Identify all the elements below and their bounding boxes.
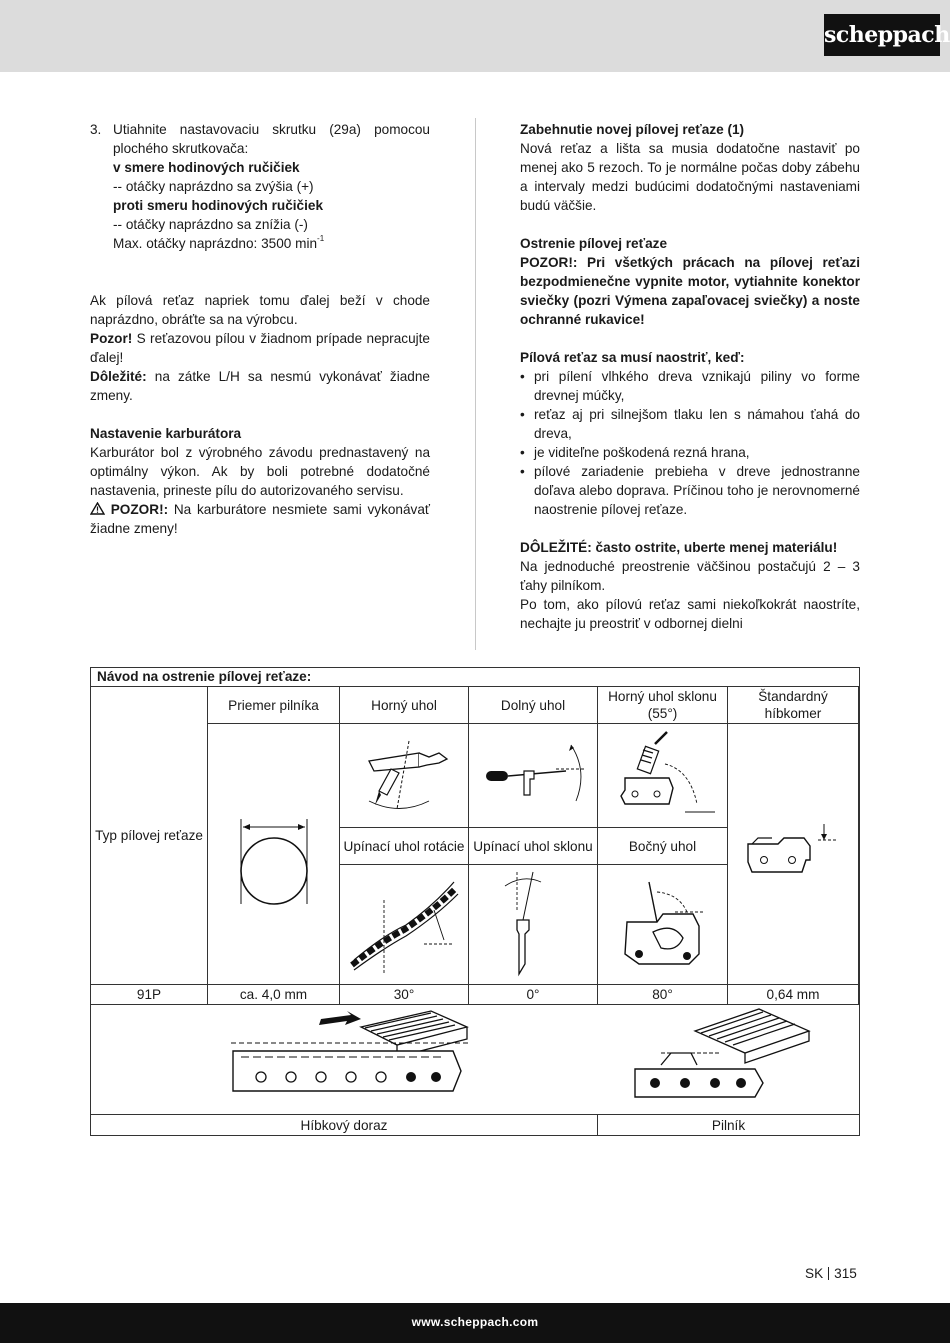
depth-stop-label: Híbkový doraz [91, 1115, 598, 1136]
depth-gauge-figure-cell [728, 724, 859, 985]
list-item: • pílové zariadenie prebieha v dreve jednostranne doľava alebo doprava. Príčinou toho je nerovnomerné naostrenie pílovej reťaze. [520, 464, 860, 517]
list-item: • je viditeľne poškodená rezná hrana, [520, 445, 750, 460]
chain-type-label: Typ pílovej reťaze [91, 687, 208, 985]
rotation-angle-figure-cell [340, 865, 469, 985]
value-file-diameter: ca. 4,0 mm [208, 985, 340, 1005]
sharpening-warning: POZOR!: Pri všetkých prácach na pílovej reťazi bezpodmienečne vypnite motor, vytiahnite konektor sviečky (pozri Výmena zapaľovacej sviečky) a noste ochranné rukavice! [520, 255, 860, 327]
value-depth-gauge: 0,64 mm [728, 985, 859, 1005]
file-diameter-figure [229, 799, 319, 909]
bottom-angle-figure-cell [469, 724, 598, 828]
header-file-diameter: Priemer pilníka [208, 687, 340, 724]
side-angle-figure-cell [598, 865, 728, 985]
sharpening-table [90, 667, 860, 1136]
tilt-clamp-figure-cell [469, 865, 598, 985]
sharpening-heading: Ostrenie pílovej reťaze [520, 236, 668, 251]
bottom-angle-figure [476, 731, 591, 821]
footer-bar [0, 1303, 950, 1343]
warning-icon [90, 502, 105, 515]
depth-stop-figure [231, 1007, 471, 1113]
brand-logo: scheppach [824, 14, 940, 56]
header-top-angle: Horný uhol [340, 687, 469, 724]
top-tilt-figure [605, 728, 720, 823]
page-number: SK 315 [805, 1266, 857, 1281]
max-idle-speed: Max. otáčky naprázdno: 3500 $\min^{-1}$ [113, 234, 325, 251]
table-title: Návod na ostrenie pílovej reťaze: [91, 668, 859, 687]
clockwise-label: v smere hodinových ručičiek [113, 160, 300, 175]
header-bar [0, 0, 950, 72]
sharpen-conditions-list [520, 367, 860, 519]
column-divider [475, 118, 476, 650]
chain-runs-text: Ak pílová reťaz napriek tomu ďalej beží v chode naprázdno, obráťte sa na výrobcu. [90, 293, 430, 327]
header-bottom-angle: Dolný uhol [469, 687, 598, 724]
right-column [520, 120, 860, 633]
step-text: Utiahnite nastavovaciu skrutku (29a) pomocou plochého skrutkovača: [113, 122, 430, 156]
counterclockwise-label: proti smeru hodinových ručičiek [113, 198, 323, 213]
subheader-side-angle: Bočný uhol [598, 828, 728, 865]
step-3 [90, 120, 430, 253]
value-chain-type: 91P [91, 985, 208, 1005]
value-side-angle: 80° [598, 985, 728, 1005]
file-label: Pilník [711, 1118, 746, 1133]
file-diameter-figure-cell [208, 724, 340, 985]
important-heading: DÔLEŽITÉ: často ostrite, uberte menej materiálu! [520, 540, 838, 555]
subheader-tilt-clamp-angle: Upínací uhol sklonu [469, 828, 598, 865]
dolezite-note: Dôležité: na zátke L/H sa nesmú vykonávať žiadne zmeny. [90, 369, 430, 403]
top-angle-figure [349, 731, 459, 821]
value-bottom-angle: 0° [469, 985, 598, 1005]
carburetor-text: Karburátor bol z výrobného závodu prednastavený na optimálny výkon. Ak by boli potrebné dodatočné nastavenia, prineste pílu do autorizovaného servisu. [90, 445, 430, 498]
counterclockwise-effect: -- otáčky naprázdno sa znížia (-) [113, 217, 308, 232]
tilt-clamp-figure [483, 870, 583, 980]
file-figure [631, 1007, 831, 1113]
important-text-1: Na jednoduché preostrenie väčšinou postačujú 2 – 3 ťahy pilníkom. [520, 559, 860, 593]
rotation-angle-figure [344, 870, 464, 980]
side-angle-figure [605, 872, 720, 977]
header-top-tilt-angle: Horný uhol sklonu (55°) [598, 687, 728, 724]
top-tilt-figure-cell [598, 724, 728, 828]
footer-url[interactable]: www.scheppach.com [411, 1315, 539, 1329]
pozor-note: Pozor! S reťazovou pílou v žiadnom prípade nepracujte ďalej! [90, 331, 430, 365]
carburetor-heading: Nastavenie karburátora [90, 426, 242, 441]
list-item: • reťaz aj pri silnejšom tlaku len s námahou ťahá do dreva, [520, 407, 860, 441]
top-angle-figure-cell [340, 724, 469, 828]
step-number: 3. [90, 122, 102, 137]
depth-gauge-figure [738, 814, 848, 894]
value-top-angle: 30° [340, 985, 469, 1005]
carburetor-warning: POZOR!: Na karburátore nesmiete sami vykonávať žiadne zmeny! [90, 502, 430, 536]
header-depth-gauge: Štandardný híbkomer [728, 687, 859, 724]
clockwise-effect: -- otáčky naprázdno sa zvýšia (+) [113, 179, 314, 194]
left-column [90, 120, 430, 538]
must-sharpen-heading: Pílová reťaz sa musí naostriť, keď: [520, 350, 745, 365]
bottom-figures-row [91, 1005, 859, 1115]
important-text-2: Po tom, ako pílovú reťaz sami niekoľkokrát naostríte, nechajte ju preostriť v odbornej dielni [520, 597, 860, 631]
break-in-text: Nová reťaz a lišta sa musia dodatočne nastaviť po menej ako 5 rezoch. To je normálne počas doby zábehu a intervaly medzi budúcimi dodatočnými nastaveniami budú väčšie. [520, 141, 860, 213]
subheader-rotation-angle: Upínací uhol rotácie [340, 828, 469, 865]
list-item: • pri pílení vlhkého dreva vznikajú piliny vo forme drevnej múčky, [520, 369, 860, 403]
break-in-heading: Zabehnutie novej pílovej reťaze (1) [520, 122, 745, 137]
